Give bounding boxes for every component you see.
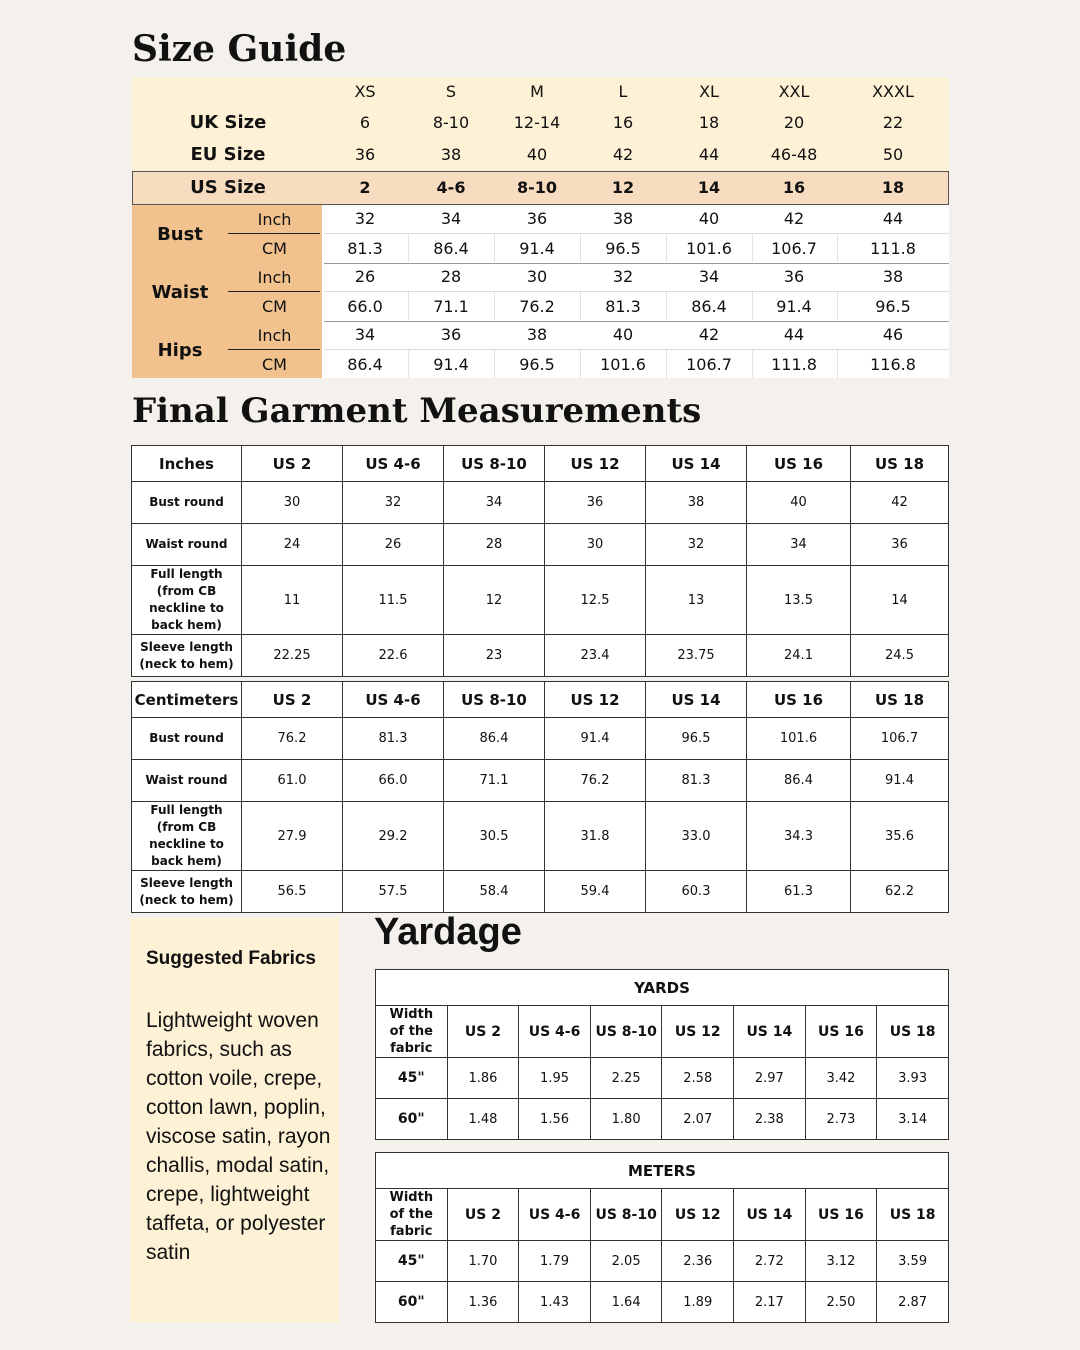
cell-value: 1.80 bbox=[590, 1099, 662, 1140]
eu-size-value: 44 bbox=[698, 144, 720, 164]
uk-size-value: 22 bbox=[882, 112, 904, 132]
cell-value: 61.3 bbox=[747, 871, 851, 913]
column-header: US 12 bbox=[662, 1006, 734, 1058]
width-label: Width of the fabric bbox=[376, 1189, 448, 1241]
final-inches-table bbox=[131, 445, 949, 677]
eu-size-value: 36 bbox=[354, 144, 376, 164]
row-label: Full length (from CB neckline to back hem) bbox=[132, 802, 242, 871]
unit-cm-label: CM bbox=[262, 238, 287, 258]
cell-value: 2.36 bbox=[662, 1241, 734, 1282]
cell-value: 30 bbox=[242, 482, 343, 524]
col-divider bbox=[580, 292, 581, 320]
row-label: 45" bbox=[376, 1241, 448, 1282]
column-header: US 2 bbox=[447, 1189, 519, 1241]
uk-size-value: 18 bbox=[698, 112, 720, 132]
us-size-label: US Size bbox=[190, 176, 266, 198]
cell-value: 2.87 bbox=[877, 1282, 949, 1323]
table-row bbox=[132, 718, 949, 760]
uk-size-value: 20 bbox=[783, 112, 805, 132]
cm-value: 96.5 bbox=[875, 296, 911, 316]
cell-value: 1.79 bbox=[519, 1241, 591, 1282]
cell-value: 38 bbox=[646, 482, 747, 524]
eu-size-value: 50 bbox=[882, 144, 904, 164]
column-header: US 14 bbox=[734, 1189, 806, 1241]
header-row bbox=[132, 446, 949, 482]
cell-value: 76.2 bbox=[242, 718, 343, 760]
inch-value: 28 bbox=[440, 266, 462, 286]
cell-value: 13 bbox=[646, 566, 747, 635]
size-guide-title: Size Guide bbox=[132, 28, 347, 70]
cell-value: 30 bbox=[545, 524, 646, 566]
column-header: US 8-10 bbox=[444, 682, 545, 718]
measure-label: Waist bbox=[151, 281, 209, 303]
cell-value: 27.9 bbox=[242, 802, 343, 871]
inch-value: 32 bbox=[612, 266, 634, 286]
cell-value: 62.2 bbox=[851, 871, 949, 913]
cm-value: 76.2 bbox=[519, 296, 555, 316]
inch-value: 36 bbox=[440, 324, 462, 344]
cell-value: 36 bbox=[851, 524, 949, 566]
cell-value: 86.4 bbox=[747, 760, 851, 802]
uk-size-label: UK Size bbox=[189, 111, 267, 133]
table-row bbox=[132, 802, 949, 871]
cm-value: 111.8 bbox=[870, 238, 916, 258]
inch-value: 38 bbox=[612, 208, 634, 228]
cell-value: 1.48 bbox=[447, 1099, 519, 1140]
cell-value: 29.2 bbox=[343, 802, 444, 871]
inch-value: 44 bbox=[783, 324, 805, 344]
us-size-value: 12 bbox=[611, 177, 635, 197]
column-header: US 16 bbox=[805, 1189, 877, 1241]
table-row bbox=[132, 871, 949, 913]
inch-value: 32 bbox=[354, 208, 376, 228]
cm-value: 91.4 bbox=[433, 354, 469, 374]
cm-value: 96.5 bbox=[519, 354, 555, 374]
cell-value: 71.1 bbox=[444, 760, 545, 802]
eu-size-label: EU Size bbox=[190, 143, 266, 165]
cm-value: 96.5 bbox=[605, 238, 641, 258]
table-caption: METERS bbox=[376, 1153, 949, 1189]
table-row bbox=[132, 482, 949, 524]
size-code: XL bbox=[699, 81, 719, 101]
row-divider bbox=[324, 291, 949, 292]
cm-value: 106.7 bbox=[686, 354, 732, 374]
cell-value: 34.3 bbox=[747, 802, 851, 871]
cell-value: 1.56 bbox=[519, 1099, 591, 1140]
us-size-value: 14 bbox=[697, 177, 721, 197]
cell-value: 28 bbox=[444, 524, 545, 566]
col-divider bbox=[580, 350, 581, 378]
column-header: US 18 bbox=[877, 1006, 949, 1058]
cell-value: 3.12 bbox=[805, 1241, 877, 1282]
cell-value: 1.89 bbox=[662, 1282, 734, 1323]
cell-value: 22.25 bbox=[242, 635, 343, 677]
table-row bbox=[376, 1058, 949, 1099]
width-label: Width of the fabric bbox=[376, 1006, 448, 1058]
column-header: US 4-6 bbox=[343, 682, 444, 718]
cell-value: 12 bbox=[444, 566, 545, 635]
header-row bbox=[376, 1006, 949, 1058]
table-caption: Inches bbox=[132, 446, 242, 482]
cell-value: 58.4 bbox=[444, 871, 545, 913]
table-row bbox=[132, 635, 949, 677]
size-code: S bbox=[445, 81, 457, 101]
cell-value: 66.0 bbox=[343, 760, 444, 802]
col-divider bbox=[837, 234, 838, 262]
cell-value: 13.5 bbox=[747, 566, 851, 635]
column-header: US 18 bbox=[877, 1189, 949, 1241]
cell-value: 40 bbox=[747, 482, 851, 524]
cell-value: 36 bbox=[545, 482, 646, 524]
cell-value: 60.3 bbox=[646, 871, 747, 913]
unit-divider bbox=[228, 233, 320, 234]
row-label: 60" bbox=[376, 1099, 448, 1140]
cell-value: 34 bbox=[747, 524, 851, 566]
cell-value: 57.5 bbox=[343, 871, 444, 913]
uk-size-value: 16 bbox=[612, 112, 634, 132]
col-divider bbox=[752, 234, 753, 262]
cell-value: 101.6 bbox=[747, 718, 851, 760]
cell-value: 11.5 bbox=[343, 566, 444, 635]
cell-value: 14 bbox=[851, 566, 949, 635]
cell-value: 11 bbox=[242, 566, 343, 635]
column-header: US 8-10 bbox=[590, 1189, 662, 1241]
cell-value: 3.59 bbox=[877, 1241, 949, 1282]
cm-value: 101.6 bbox=[600, 354, 646, 374]
group-divider bbox=[324, 321, 949, 322]
row-divider bbox=[324, 349, 949, 350]
column-header: US 14 bbox=[646, 446, 747, 482]
column-header: US 2 bbox=[242, 682, 343, 718]
column-header: US 12 bbox=[662, 1189, 734, 1241]
cm-value: 111.8 bbox=[771, 354, 817, 374]
col-divider bbox=[837, 350, 838, 378]
caption-row bbox=[376, 970, 949, 1006]
cell-value: 2.25 bbox=[590, 1058, 662, 1099]
row-label: 60" bbox=[376, 1282, 448, 1323]
column-header: US 14 bbox=[646, 682, 747, 718]
row-label: Full length (from CB neckline to back hem) bbox=[132, 566, 242, 635]
col-divider bbox=[752, 292, 753, 320]
unit-inch-label: Inch bbox=[257, 209, 292, 229]
inch-value: 38 bbox=[882, 266, 904, 286]
inch-value: 34 bbox=[354, 324, 376, 344]
cell-value: 32 bbox=[646, 524, 747, 566]
inch-value: 34 bbox=[440, 208, 462, 228]
cm-value: 86.4 bbox=[433, 238, 469, 258]
inch-value: 36 bbox=[783, 266, 805, 286]
cell-value: 1.64 bbox=[590, 1282, 662, 1323]
cm-value: 106.7 bbox=[771, 238, 817, 258]
cell-value: 12.5 bbox=[545, 566, 646, 635]
size-code: L bbox=[618, 81, 628, 101]
cell-value: 3.93 bbox=[877, 1058, 949, 1099]
cell-value: 91.4 bbox=[851, 760, 949, 802]
cell-value: 23.4 bbox=[545, 635, 646, 677]
column-header: US 2 bbox=[447, 1006, 519, 1058]
fabrics-title: Suggested Fabrics bbox=[146, 948, 316, 969]
col-divider bbox=[837, 292, 838, 320]
table-caption: Centimeters bbox=[132, 682, 242, 718]
cm-value: 81.3 bbox=[347, 238, 383, 258]
cm-value: 101.6 bbox=[686, 238, 732, 258]
col-divider bbox=[494, 234, 495, 262]
cell-value: 106.7 bbox=[851, 718, 949, 760]
table-row bbox=[376, 1241, 949, 1282]
col-divider bbox=[666, 350, 667, 378]
uk-size-value: 8-10 bbox=[432, 112, 470, 132]
cm-value: 91.4 bbox=[776, 296, 812, 316]
us-size-value: 18 bbox=[881, 177, 905, 197]
cell-value: 24.1 bbox=[747, 635, 851, 677]
header-row bbox=[132, 682, 949, 718]
col-divider bbox=[408, 292, 409, 320]
cell-value: 34 bbox=[444, 482, 545, 524]
cm-value: 116.8 bbox=[870, 354, 916, 374]
cell-value: 1.86 bbox=[447, 1058, 519, 1099]
inch-value: 40 bbox=[698, 208, 720, 228]
us-size-value: 16 bbox=[782, 177, 806, 197]
cell-value: 2.58 bbox=[662, 1058, 734, 1099]
cell-value: 1.43 bbox=[519, 1282, 591, 1323]
cell-value: 91.4 bbox=[545, 718, 646, 760]
cell-value: 2.50 bbox=[805, 1282, 877, 1323]
column-header: US 14 bbox=[734, 1006, 806, 1058]
final-cm-table bbox=[131, 681, 949, 913]
column-header: US 12 bbox=[545, 446, 646, 482]
group-divider bbox=[324, 263, 949, 264]
cell-value: 61.0 bbox=[242, 760, 343, 802]
cell-value: 1.36 bbox=[447, 1282, 519, 1323]
cell-value: 24 bbox=[242, 524, 343, 566]
header-row bbox=[376, 1189, 949, 1241]
suggested-fabrics-panel bbox=[130, 918, 339, 1322]
us-size-value: 4-6 bbox=[436, 177, 466, 197]
column-header: US 4-6 bbox=[343, 446, 444, 482]
cm-value: 81.3 bbox=[605, 296, 641, 316]
table-row bbox=[376, 1099, 949, 1140]
cell-value: 2.38 bbox=[734, 1099, 806, 1140]
size-code: M bbox=[530, 81, 544, 101]
cell-value: 31.8 bbox=[545, 802, 646, 871]
table-row bbox=[132, 566, 949, 635]
col-divider bbox=[408, 350, 409, 378]
inch-value: 34 bbox=[698, 266, 720, 286]
eu-size-value: 38 bbox=[440, 144, 462, 164]
meters-table bbox=[375, 1152, 949, 1323]
row-label: Bust round bbox=[132, 482, 242, 524]
unit-divider bbox=[228, 349, 320, 350]
col-divider bbox=[408, 234, 409, 262]
inch-value: 36 bbox=[526, 208, 548, 228]
uk-size-value: 12-14 bbox=[513, 112, 561, 132]
cell-value: 2.07 bbox=[662, 1099, 734, 1140]
table-row bbox=[376, 1282, 949, 1323]
unit-cm-label: CM bbox=[262, 296, 287, 316]
cell-value: 1.70 bbox=[447, 1241, 519, 1282]
cell-value: 42 bbox=[851, 482, 949, 524]
cell-value: 35.6 bbox=[851, 802, 949, 871]
row-label: Sleeve length (neck to hem) bbox=[132, 871, 242, 913]
table-row bbox=[132, 524, 949, 566]
cell-value: 86.4 bbox=[444, 718, 545, 760]
cell-value: 76.2 bbox=[545, 760, 646, 802]
cell-value: 96.5 bbox=[646, 718, 747, 760]
eu-size-value: 42 bbox=[612, 144, 634, 164]
inch-value: 42 bbox=[698, 324, 720, 344]
inch-value: 26 bbox=[354, 266, 376, 286]
yardage-title: Yardage bbox=[374, 911, 522, 953]
size-code: XXXL bbox=[872, 81, 914, 101]
inch-value: 30 bbox=[526, 266, 548, 286]
size-code: XS bbox=[354, 81, 376, 101]
col-divider bbox=[752, 350, 753, 378]
cm-value: 91.4 bbox=[519, 238, 555, 258]
column-header: US 4-6 bbox=[519, 1189, 591, 1241]
final-measurements-title: Final Garment Measurements bbox=[132, 391, 702, 431]
measure-label: Hips bbox=[157, 339, 203, 361]
inch-value: 40 bbox=[612, 324, 634, 344]
column-header: US 18 bbox=[851, 682, 949, 718]
unit-cm-label: CM bbox=[262, 354, 287, 374]
column-header: US 4-6 bbox=[519, 1006, 591, 1058]
col-divider bbox=[494, 350, 495, 378]
col-divider bbox=[666, 292, 667, 320]
us-size-value: 2 bbox=[359, 177, 371, 197]
cell-value: 22.6 bbox=[343, 635, 444, 677]
col-divider bbox=[580, 234, 581, 262]
table-caption: YARDS bbox=[376, 970, 949, 1006]
column-header: US 16 bbox=[805, 1006, 877, 1058]
cell-value: 2.72 bbox=[734, 1241, 806, 1282]
column-header: US 12 bbox=[545, 682, 646, 718]
inch-value: 46 bbox=[882, 324, 904, 344]
cell-value: 2.05 bbox=[590, 1241, 662, 1282]
column-header: US 8-10 bbox=[590, 1006, 662, 1058]
eu-size-value: 40 bbox=[526, 144, 548, 164]
fabrics-body: Lightweight woven fabrics, such as cotton voile, crepe, cotton lawn, poplin, viscose satin, rayon challis, modal satin, crepe, lightweight taffeta, or polyester satin bbox=[146, 1009, 331, 1264]
cell-value: 3.42 bbox=[805, 1058, 877, 1099]
eu-size-value: 46-48 bbox=[770, 144, 818, 164]
cell-value: 33.0 bbox=[646, 802, 747, 871]
cell-value: 3.14 bbox=[877, 1099, 949, 1140]
row-label: Bust round bbox=[132, 718, 242, 760]
size-code: XXL bbox=[778, 81, 810, 101]
cell-value: 81.3 bbox=[646, 760, 747, 802]
cm-value: 71.1 bbox=[433, 296, 469, 316]
caption-row bbox=[376, 1153, 949, 1189]
col-divider bbox=[494, 292, 495, 320]
unit-inch-label: Inch bbox=[257, 325, 292, 345]
size-guide-table bbox=[132, 78, 949, 378]
measure-label: Bust bbox=[157, 223, 203, 245]
cell-value: 30.5 bbox=[444, 802, 545, 871]
cell-value: 2.97 bbox=[734, 1058, 806, 1099]
uk-size-value: 6 bbox=[359, 112, 371, 132]
column-header: US 8-10 bbox=[444, 446, 545, 482]
unit-divider bbox=[228, 291, 320, 292]
cell-value: 2.17 bbox=[734, 1282, 806, 1323]
row-divider bbox=[324, 233, 949, 234]
inch-value: 38 bbox=[526, 324, 548, 344]
cell-value: 23.75 bbox=[646, 635, 747, 677]
cell-value: 1.95 bbox=[519, 1058, 591, 1099]
cell-value: 23 bbox=[444, 635, 545, 677]
cm-value: 86.4 bbox=[691, 296, 727, 316]
column-header: US 16 bbox=[747, 682, 851, 718]
column-header: US 18 bbox=[851, 446, 949, 482]
cell-value: 2.73 bbox=[805, 1099, 877, 1140]
row-label: Waist round bbox=[132, 524, 242, 566]
row-label: Sleeve length (neck to hem) bbox=[132, 635, 242, 677]
cell-value: 24.5 bbox=[851, 635, 949, 677]
unit-inch-label: Inch bbox=[257, 267, 292, 287]
cell-value: 81.3 bbox=[343, 718, 444, 760]
col-divider bbox=[666, 234, 667, 262]
cell-value: 56.5 bbox=[242, 871, 343, 913]
cell-value: 59.4 bbox=[545, 871, 646, 913]
us-size-value: 8-10 bbox=[516, 177, 558, 197]
table-row bbox=[132, 760, 949, 802]
row-label: 45" bbox=[376, 1058, 448, 1099]
cell-value: 26 bbox=[343, 524, 444, 566]
row-label: Waist round bbox=[132, 760, 242, 802]
cm-value: 86.4 bbox=[347, 354, 383, 374]
column-header: US 2 bbox=[242, 446, 343, 482]
cm-value: 66.0 bbox=[347, 296, 383, 316]
inch-value: 42 bbox=[783, 208, 805, 228]
inch-value: 44 bbox=[882, 208, 904, 228]
yards-table bbox=[375, 969, 949, 1140]
column-header: US 16 bbox=[747, 446, 851, 482]
cell-value: 32 bbox=[343, 482, 444, 524]
